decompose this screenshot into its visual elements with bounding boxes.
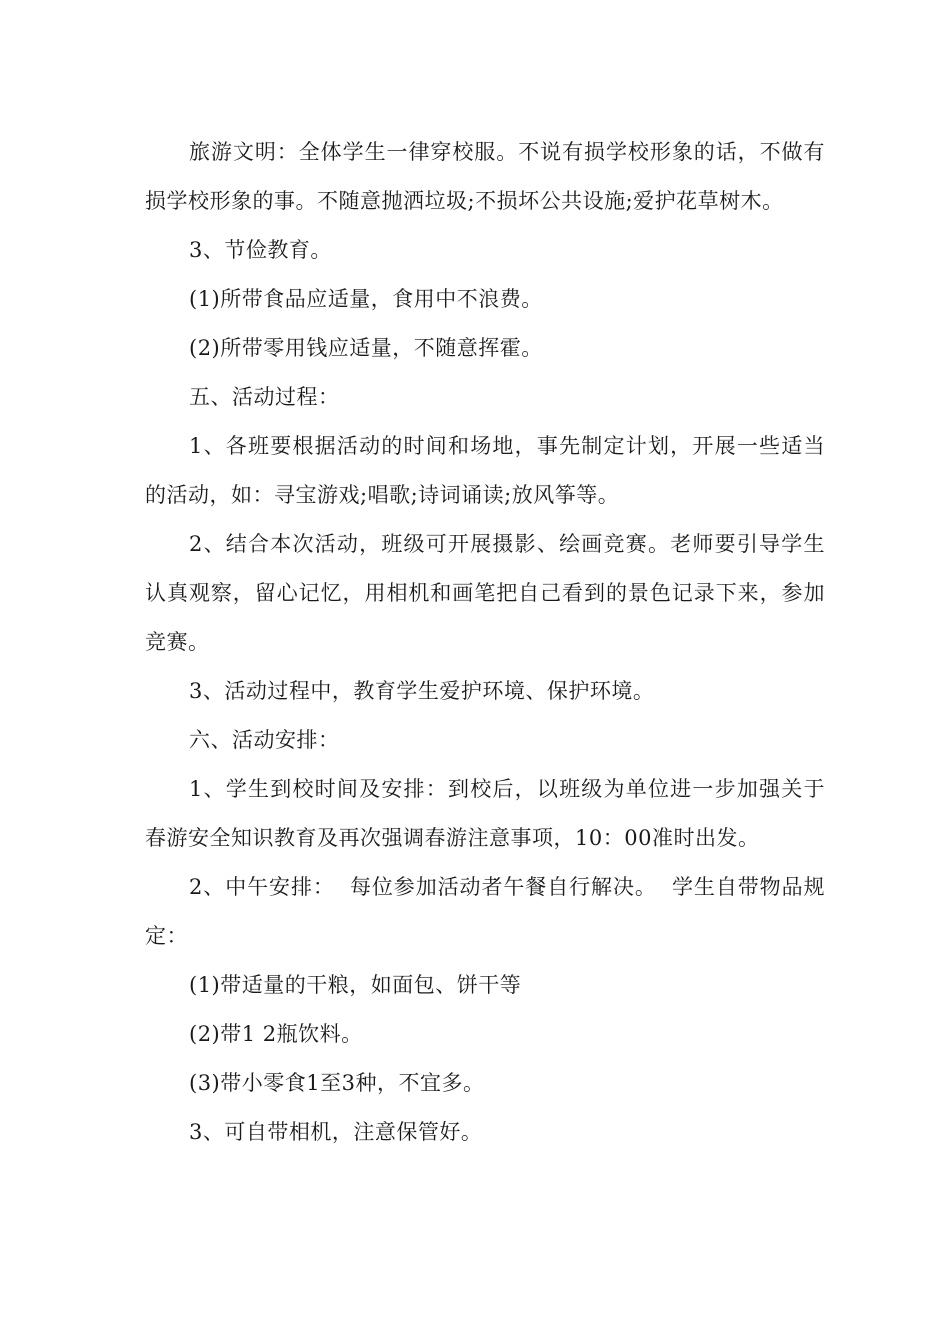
paragraph-arrangement-1: 1、学生到校时间及安排：到校后，以班级为单位进一步加强关于春游安全知识教育及再次强调春游注意事项，10：00准时出发。 <box>145 777 825 850</box>
paragraph-thrift-money: (2)所带零用钱应适量，不随意挥霍。 <box>189 336 543 360</box>
paragraph-process-1: 1、各班要根据活动的时间和场地，事先制定计划，开展一些适当的活动，如：寻宝游戏;唱歌;诗词诵读;放风筝等。 <box>145 434 825 507</box>
paragraph-process-2: 2、结合本次活动，班级可开展摄影、绘画竞赛。老师要引导学生认真观察，留心记忆，用相机和画笔把自己看到的景色记录下来，参加竞赛。 <box>145 532 825 654</box>
section-heading-arrangement: 六、活动安排： <box>189 728 340 752</box>
paragraph-items-1: (1)带适量的干粮，如面包、饼干等 <box>189 973 522 997</box>
paragraph-arrangement-2: 2、中午安排： 每位参加活动者午餐自行解决。 学生自带物品规定： <box>145 875 825 948</box>
paragraph-thrift-heading: 3、节俭教育。 <box>189 238 332 262</box>
section-heading-process: 五、活动过程： <box>189 385 340 409</box>
paragraph-items-3: (3)带小零食1至3种，不宜多。 <box>189 1071 485 1095</box>
paragraph-process-3: 3、活动过程中，教育学生爱护环境、保护环境。 <box>189 679 655 703</box>
paragraph-arrangement-3: 3、可自带相机，注意保管好。 <box>189 1120 483 1144</box>
paragraph-travel-civility: 旅游文明：全体学生一律穿校服。不说有损学校形象的话，不做有损学校形象的事。不随意抛洒垃圾;不损坏公共设施;爱护花草树木。 <box>145 140 825 213</box>
document-body <box>145 128 825 1157</box>
paragraph-thrift-food: (1)所带食品应适量，食用中不浪费。 <box>189 287 543 311</box>
paragraph-items-2: (2)带1 2瓶饮料。 <box>189 1022 363 1046</box>
